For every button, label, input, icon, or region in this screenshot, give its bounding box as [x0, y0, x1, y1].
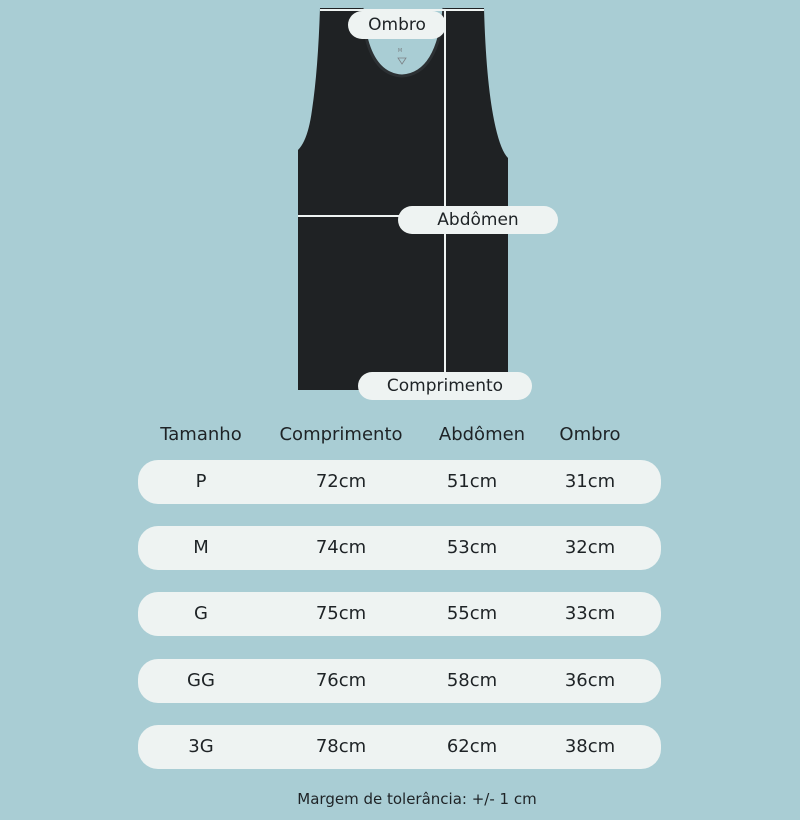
length-cell: 74cm	[315, 537, 367, 558]
header-size: Tamanho	[160, 424, 242, 445]
header-length: Comprimento	[279, 424, 403, 445]
size-cell: G	[194, 603, 208, 624]
size-cell: P	[195, 471, 207, 492]
size-cell: M	[193, 537, 209, 558]
abdomen-cell: 62cm	[446, 736, 498, 757]
size-cell: GG	[187, 670, 215, 691]
abdomen-cell: 58cm	[446, 670, 498, 691]
length-cell: 72cm	[315, 471, 367, 492]
tank-top-image	[0, 0, 800, 400]
shoulder-cell: 32cm	[564, 537, 616, 558]
size-cell: 3G	[188, 736, 214, 757]
table-row	[138, 592, 661, 636]
abdomen-label: Abdômen	[398, 206, 558, 234]
abdomen-cell: 51cm	[446, 471, 498, 492]
table-row	[138, 725, 661, 769]
shoulder-cell: 31cm	[564, 471, 616, 492]
header-abdomen: Abdômen	[438, 424, 526, 445]
table-row	[138, 460, 661, 504]
length-cell: 76cm	[315, 670, 367, 691]
svg-text:M: M	[397, 48, 403, 54]
table-row	[138, 659, 661, 703]
length-label: Comprimento	[358, 372, 532, 400]
shoulder-cell: 38cm	[564, 736, 616, 757]
shoulder-label: Ombro	[348, 11, 446, 39]
abdomen-cell: 55cm	[446, 603, 498, 624]
length-cell: 75cm	[315, 603, 367, 624]
table-row	[138, 526, 661, 570]
header-shoulder: Ombro	[559, 424, 621, 445]
shoulder-cell: 33cm	[564, 603, 616, 624]
abdomen-cell: 53cm	[446, 537, 498, 558]
shoulder-cell: 36cm	[564, 670, 616, 691]
length-cell: 78cm	[315, 736, 367, 757]
tolerance-note: Margem de tolerância: +/- 1 cm	[297, 790, 537, 808]
